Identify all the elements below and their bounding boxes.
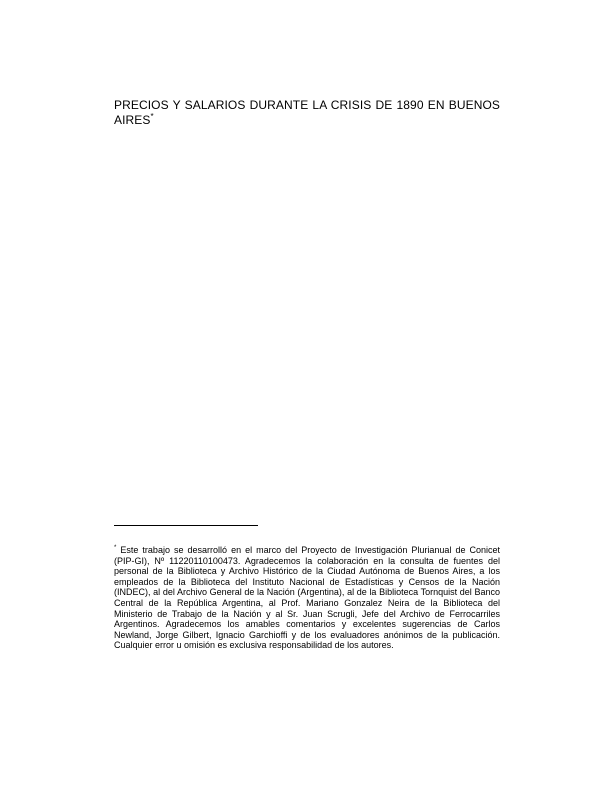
footnote-text: Este trabajo se desarrolló en el marco del Proyecto de Investigación Plurianual de Conicet (PIP-GI), Nº 11220110100473. Agradecemos la colaboración en la consulta de fuentes del personal de la Biblioteca y Archivo Histórico de la Ciudad Autónoma de Buenos Aires, a los empleados de la Biblioteca del Instituto Nacional de Estadísticas y Censos de la Nación (INDEC), al del Archivo General de la Nación (Argentina), al de la Biblioteca Tornquist del Banco Central de la República Argentina, al Prof. Mariano Gonzalez Neira de la Biblioteca del Ministerio de Trabajo de la Nación y al Sr. Juan Scrugli, Jefe del Archivo de Ferrocarriles Argentinos. Agradecemos los amables comentarios y excelentes sugerencias de Carlos Newland, Jorge Gilbert, Ignacio Garchioffi y de los evaluadores anónimos de la publicación. Cualquier error u omisión es exclusiva responsabilidad de los autores.	[114, 545, 500, 651]
title-footnote-marker: *	[150, 112, 154, 121]
paper-title	[114, 98, 500, 128]
footnote-separator	[114, 525, 258, 526]
paper-title-text: PRECIOS Y SALARIOS DURANTE LA CRISIS DE 1890 EN BUENOS AIRES	[114, 98, 500, 127]
footnote	[114, 545, 500, 651]
footnote-marker: *	[114, 545, 117, 551]
